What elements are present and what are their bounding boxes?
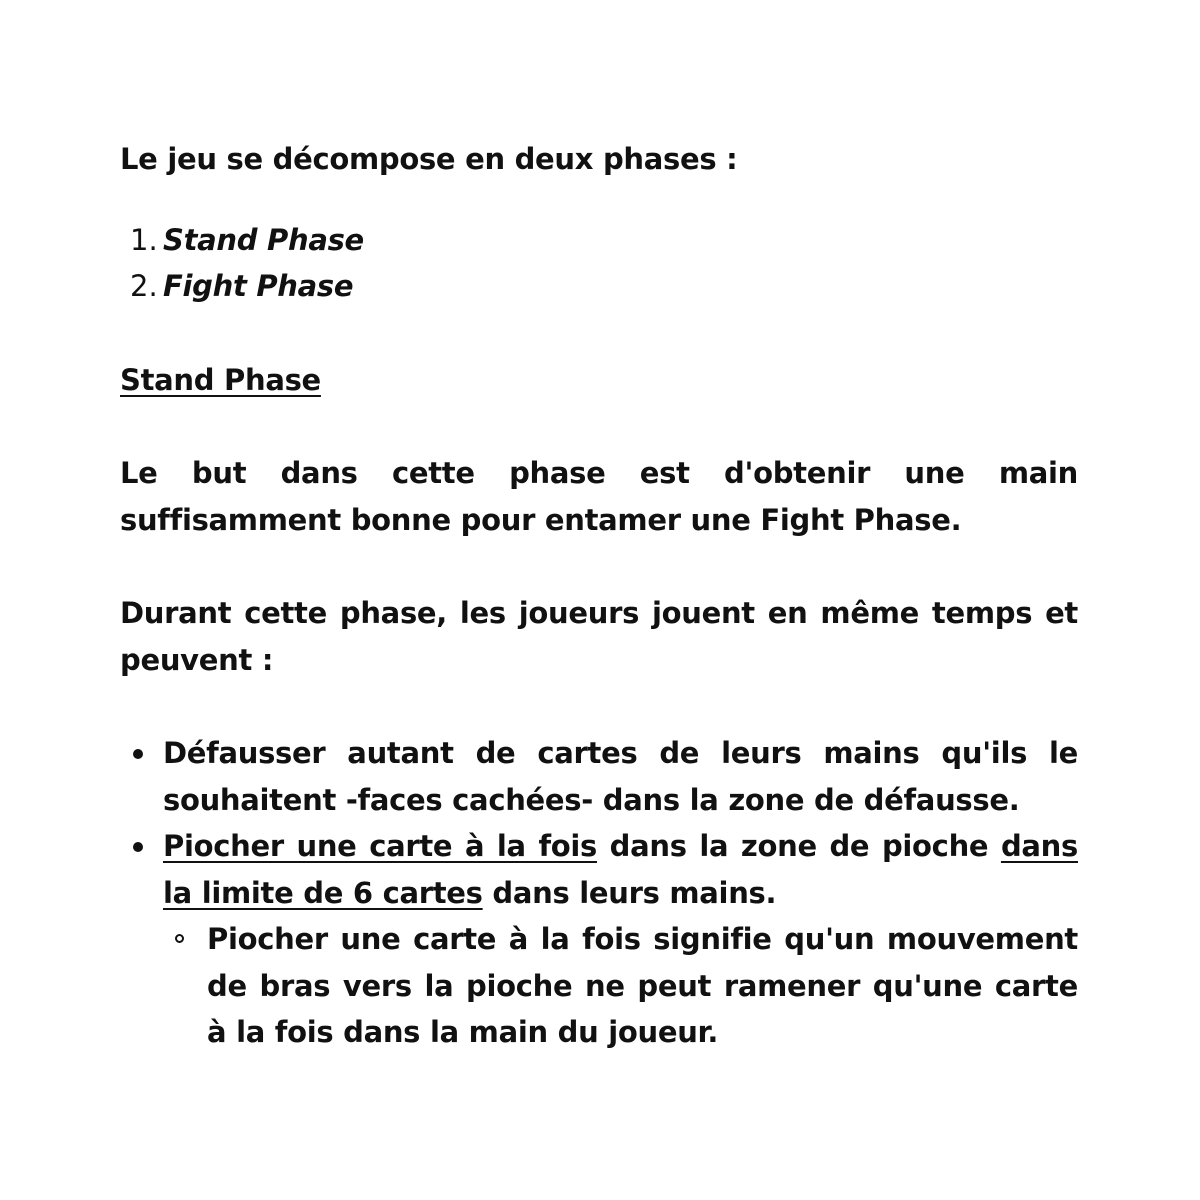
paragraph-rules: Durant cette phase, les joueurs jouent en même temps et peuvent :: [120, 596, 1078, 677]
phase-label: Fight Phase: [163, 269, 354, 303]
underlined-text: Piocher une carte à la fois: [163, 829, 597, 863]
phase-label: Stand Phase: [163, 222, 364, 257]
phases-list: [120, 217, 1078, 310]
sub-list-item: [163, 916, 1078, 1056]
section-heading: Stand Phase: [120, 362, 321, 397]
action-text: Défausser autant de cartes de leurs mains qu'ils le souhaitent -faces cachées- dans la zone de défausse.: [163, 736, 1078, 817]
list-number: 2.: [130, 269, 158, 303]
list-item: [120, 823, 1078, 1056]
sub-list: [163, 916, 1078, 1056]
actions-list: [120, 730, 1078, 1056]
list-number: 1.: [130, 222, 158, 257]
bullet-icon: [133, 749, 143, 759]
circle-bullet-icon: [175, 934, 184, 943]
document-page: [120, 136, 1078, 1056]
action-text: dans la zone de pioche: [596, 829, 1001, 863]
list-item: [120, 217, 1078, 264]
paragraph-goal: Le but dans cette phase est d'obtenir une main suffisamment bonne pour entamer une Fight Phase.: [120, 456, 1078, 537]
action-text: dans leurs mains.: [482, 875, 777, 910]
list-item: [120, 730, 1078, 823]
bullet-icon: [133, 842, 143, 852]
list-item: [120, 263, 1078, 310]
underlined-text: dans la limite de 6 cartes: [163, 829, 1078, 910]
intro-text: Le jeu se décompose en deux phases :: [120, 142, 738, 176]
sub-item-text: Piocher une carte à la fois signifie qu'un mouvement de bras vers la pioche ne peut ramener qu'une carte à la fois dans la main du joueur.: [207, 922, 1078, 1049]
